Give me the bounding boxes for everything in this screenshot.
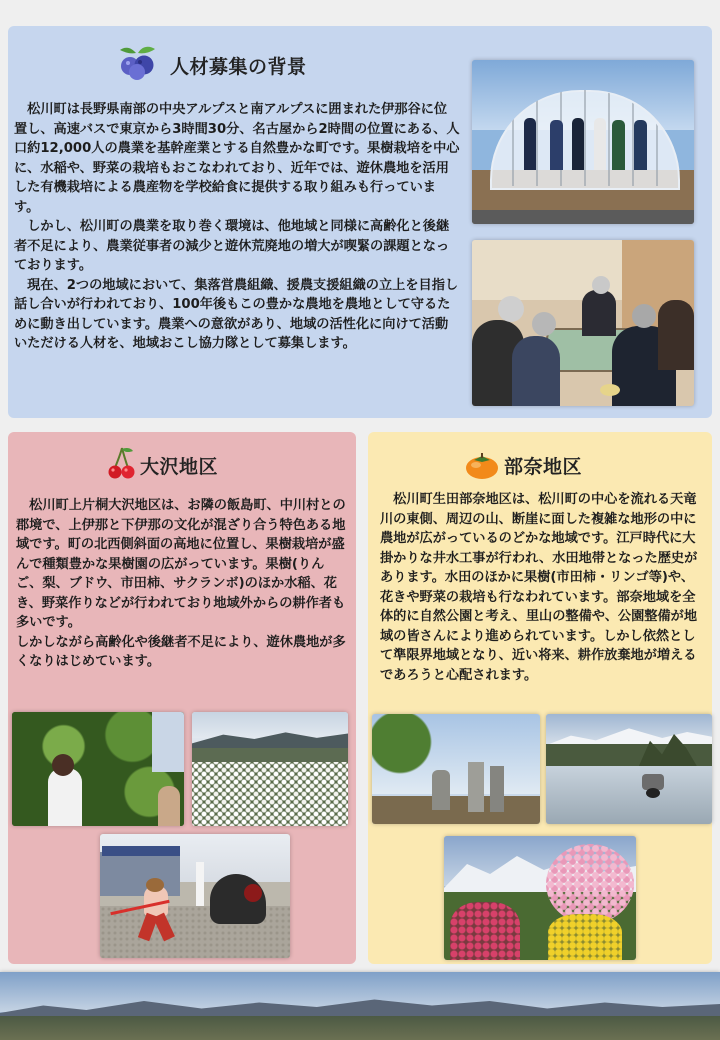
mountain-panorama-photo [0, 972, 720, 1040]
rice-field-photo [546, 714, 712, 824]
bena-title: 部奈地区 [504, 456, 583, 478]
persimmon-icon [464, 452, 500, 480]
cherry-picking-photo [12, 712, 184, 826]
background-text [14, 100, 460, 354]
bena-paragraph: 松川町生田部奈地区は、松川町の中心を流れる天竜川の東側、周辺の山、断崖に面した複雑な地形の中に農地が広がっているのどかな地域です。江戸時代に大掛かりな井水工事が行われ、水田地帯となった歴史があります。水田のほかに果樹(市田柿・リンゴ等)や、花きや野菜の栽培も行なわれています。部奈地域を全体的に自然公園と考え、里山の整備や、公園整備が地域の皆さんにより進められています。しかし依然として準限界地域となり、近い将来、耕作放棄地が増えるであろうと心配されます。 [380, 492, 698, 683]
background-paragraph: 松川町は長野県南部の中央アルプスと南アルプスに囲まれた伊那谷に位置し、高速バスで東京から3時間30分、名古屋から2時間の位置にある、人口約12,000人の農業を基幹産業とする自然豊かな町です。果樹栽培を中心に、水稲や、野菜の栽培もおこなわれており、近年では、遊休農地を活用した有機栽培による農産物を学校給食に提供する取り組みも行っています。 [14, 102, 460, 215]
osawa-title: 大沢地区 [140, 456, 219, 478]
background-paragraph: 現在、2つの地域において、集落営農組織、援農支援組織の立上を目指し話し合いが行われており、100年後もこの豊かな農地を農地として守るために動き出しています。農業への意欲があり、地域の活性化に向けて活動いただける人材を、地域おこし協力隊として募集します。 [14, 277, 459, 351]
blossom-mountain-photo [444, 836, 636, 960]
osawa-paragraph: しかしながら高齢化や後継者不足により、遊休農地が多くなりはじめています。 [16, 634, 346, 669]
bena-text [380, 490, 704, 685]
osawa-text [16, 496, 346, 672]
greenhouse-photo [472, 60, 694, 224]
osawa-paragraph: 松川町上片桐大沢地区は、お隣の飯島町、中川村との郡境で、上伊那と下伊那の文化が混ざり合う特色ある地域です。町の北西側斜面の高地に位置し、果樹栽培が盛んで種類豊かな果樹園の広がっています。果樹(りんご、梨、ブドウ、市田柿、サクランボ)のほか水稲、花き、野菜作りなどが行われており地域外からの耕作者も多いです。 [16, 498, 346, 630]
cherry-icon [106, 446, 136, 480]
background-title: 人材募集の背景 [170, 56, 307, 78]
stone-monument-photo [372, 714, 540, 824]
festival-photo [100, 834, 290, 958]
meeting-photo [472, 240, 694, 406]
background-paragraph: しかし、松川町の農業を取り巻く環境は、他地域と同様に高齢化と後継者不足により、農業従事者の減少と遊休荒廃地の増大が喫緊の課題となっております。 [14, 219, 450, 273]
flower-field-photo [192, 712, 348, 826]
blueberry-icon [116, 44, 160, 80]
